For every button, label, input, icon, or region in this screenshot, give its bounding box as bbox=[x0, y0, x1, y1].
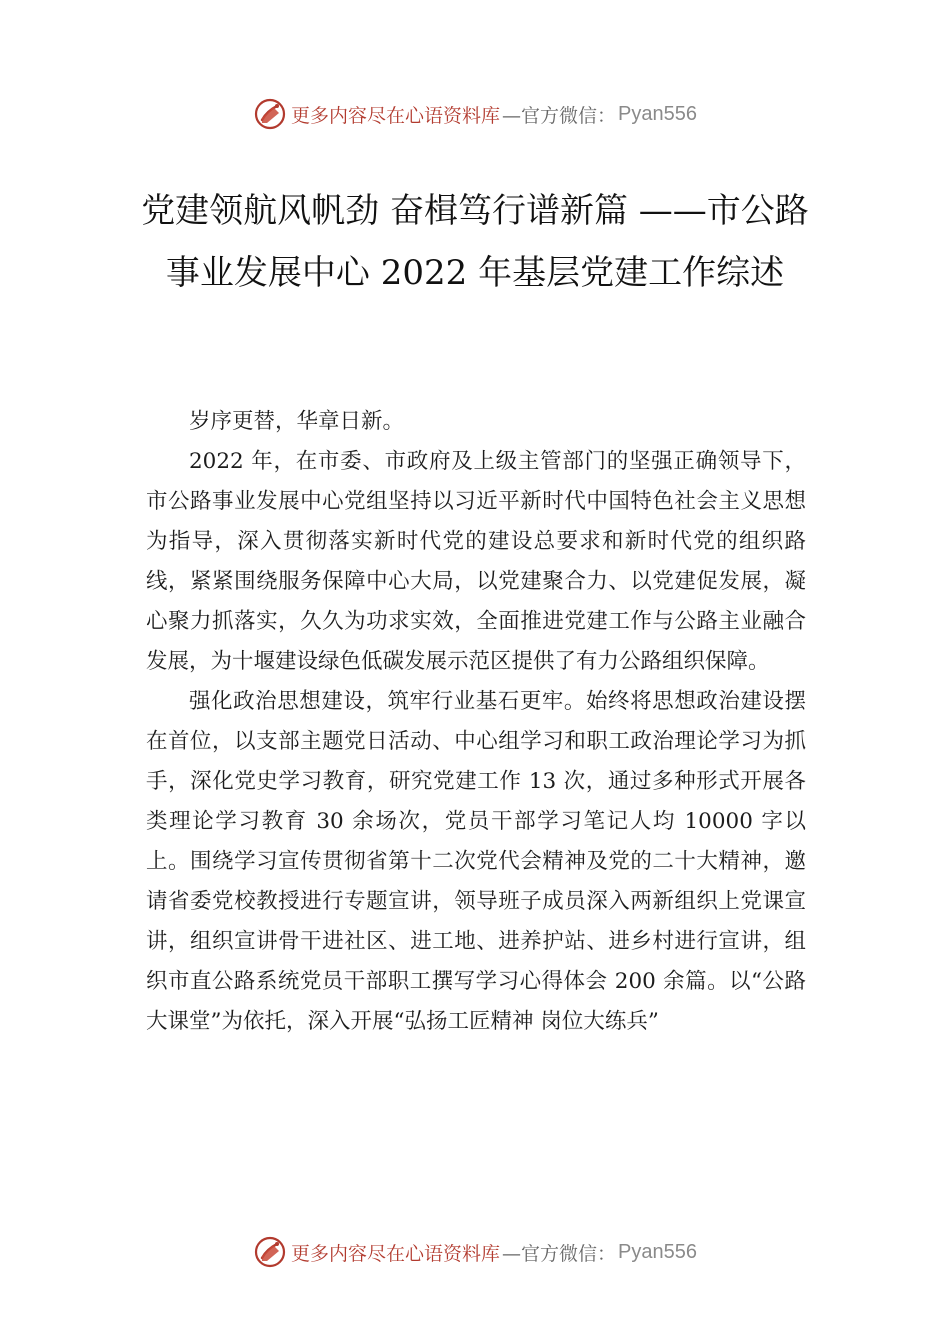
header-banner bbox=[0, 94, 950, 134]
footer-banner bbox=[0, 1232, 950, 1272]
document-title: 党建领航风帆劲 奋楫笃行谱新篇 ——市公路事业发展中心 2022 年基层党建工作综述 bbox=[141, 191, 809, 293]
paragraph-2: 2022 年，在市委、市政府及上级主管部门的坚强正确领导下，市公路事业发展中心党组坚持以习近平新时代中国特色社会主义思想为指导，深入贯彻落实新时代党的建设总要求和新时代党的组织路线，紧紧围绕服务保障中心大局，以党建聚合力、以党建促发展，凝心聚力抓落实，久久为功求实效，全面推进党建工作与公路主业融合发展，为十堰建设绿色低碳发展示范区提供了有力公路组织保障。 bbox=[146, 449, 806, 674]
writing-logo-icon bbox=[253, 1235, 287, 1269]
paragraph-3: 强化政治思想建设，筑牢行业基石更牢。始终将思想政治建设摆在首位，以支部主题党日活动、中心组学习和职工政治理论学习为抓手，深化党史学习教育，研究党建工作 13 次，通过多种形式开展各类理论学习教育 30 余场次，党员干部学习笔记人均 10000 字以上。围绕学习宣传贯彻省第十二次党代会精神及党的二十大精神，邀请省委党校教授进行专题宣讲，领导班子成员深入两新组织上党课宣讲，组织宣讲骨干进社区、进工地、进养护站、进乡村进行宣讲，组织市直公路系统党员干部职工撰写学习心得体会 200 余篇。以“公路大课堂”为依托，深入开展“弘扬工匠精神 岗位大练兵” bbox=[146, 689, 806, 1034]
wechat-id: Pyan556 bbox=[618, 1240, 697, 1263]
wechat-id: Pyan556 bbox=[618, 102, 697, 125]
wechat-label: —官方微信： bbox=[502, 104, 617, 127]
writing-logo-icon bbox=[253, 97, 287, 131]
brand-text: 更多内容尽在心语资料库 bbox=[291, 104, 501, 127]
brand-text: 更多内容尽在心语资料库 bbox=[291, 1242, 501, 1265]
document-body bbox=[146, 402, 806, 1042]
paragraph-1: 岁序更替，华章日新。 bbox=[189, 409, 405, 434]
wechat-label: —官方微信： bbox=[502, 1242, 617, 1265]
